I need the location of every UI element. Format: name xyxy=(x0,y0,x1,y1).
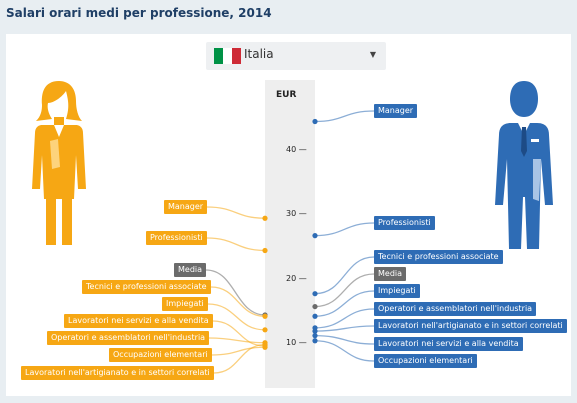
women-connector-line xyxy=(206,270,265,315)
women-occupation-label[interactable]: Lavoratori nei servizi e alla vendita xyxy=(64,314,213,328)
women-value-point[interactable] xyxy=(262,248,267,253)
women-value-point[interactable] xyxy=(262,342,267,347)
men-value-point[interactable] xyxy=(312,291,317,296)
men-connector-line xyxy=(315,336,374,344)
men-value-point[interactable] xyxy=(312,233,317,238)
men-value-point[interactable] xyxy=(312,304,317,309)
axis-tick-label: 10 — xyxy=(286,338,307,347)
women-occupation-label[interactable]: Professionisti xyxy=(146,231,207,245)
men-value-point[interactable] xyxy=(312,333,317,338)
men-occupation-label[interactable]: Professionisti xyxy=(374,216,435,230)
women-occupation-label[interactable]: Tecnici e professioni associate xyxy=(82,280,211,294)
axis-tick-label: 40 — xyxy=(286,144,307,154)
men-connector-line xyxy=(315,291,374,316)
women-value-point[interactable] xyxy=(262,327,267,332)
women-average-label[interactable]: Media xyxy=(174,263,206,277)
axis-unit-label: EUR xyxy=(276,90,297,100)
men-value-point[interactable] xyxy=(312,314,317,319)
men-connector-line xyxy=(315,309,374,328)
country-select-value: Italia xyxy=(244,47,274,61)
men-connector-line xyxy=(315,223,374,236)
women-connector-line xyxy=(209,338,265,343)
women-occupation-label[interactable]: Impiegati xyxy=(162,297,208,311)
men-occupation-label[interactable]: Impiegati xyxy=(374,284,420,298)
women-occupation-label[interactable]: Manager xyxy=(164,200,207,214)
men-value-point[interactable] xyxy=(312,338,317,343)
men-occupation-label[interactable]: Occupazioni elementari xyxy=(374,354,477,368)
men-occupation-label[interactable]: Operatori e assemblatori nell'industria xyxy=(374,302,536,316)
men-connector-line xyxy=(315,111,374,121)
men-occupation-label[interactable]: Manager xyxy=(374,104,417,118)
axis-tick-label: 20 — xyxy=(286,273,307,283)
page-title: Salari orari medi per professione, 2014 xyxy=(6,6,272,20)
men-average-label[interactable]: Media xyxy=(374,267,406,281)
men-occupation-label[interactable]: Lavoratori nei servizi e alla vendita xyxy=(374,337,523,351)
chevron-down-icon: ▼ xyxy=(369,50,376,59)
men-occupation-label[interactable]: Lavoratori nell'artigianato e in settori correlati xyxy=(374,319,567,333)
women-connector-line xyxy=(211,287,265,316)
women-occupation-label[interactable]: Occupazioni elementari xyxy=(109,348,212,362)
men-connector-line xyxy=(315,274,374,307)
women-connector-line xyxy=(207,207,265,218)
women-connector-line xyxy=(208,304,265,330)
women-value-point[interactable] xyxy=(262,314,267,319)
women-value-point[interactable] xyxy=(262,216,267,221)
axis-tick-label: 30 — xyxy=(286,209,307,218)
chart-panel xyxy=(6,34,571,396)
men-value-point[interactable] xyxy=(312,329,317,334)
women-connector-line xyxy=(214,345,265,373)
men-occupation-label[interactable]: Tecnici e professioni associate xyxy=(374,250,503,264)
women-occupation-label[interactable]: Lavoratori nell'artigianato e in settori correlati xyxy=(21,366,214,380)
men-value-point[interactable] xyxy=(312,119,317,124)
women-connector-line xyxy=(212,347,265,355)
women-connector-line xyxy=(207,238,265,250)
women-occupation-label[interactable]: Operatori e assemblatori nell'industria xyxy=(47,331,209,345)
